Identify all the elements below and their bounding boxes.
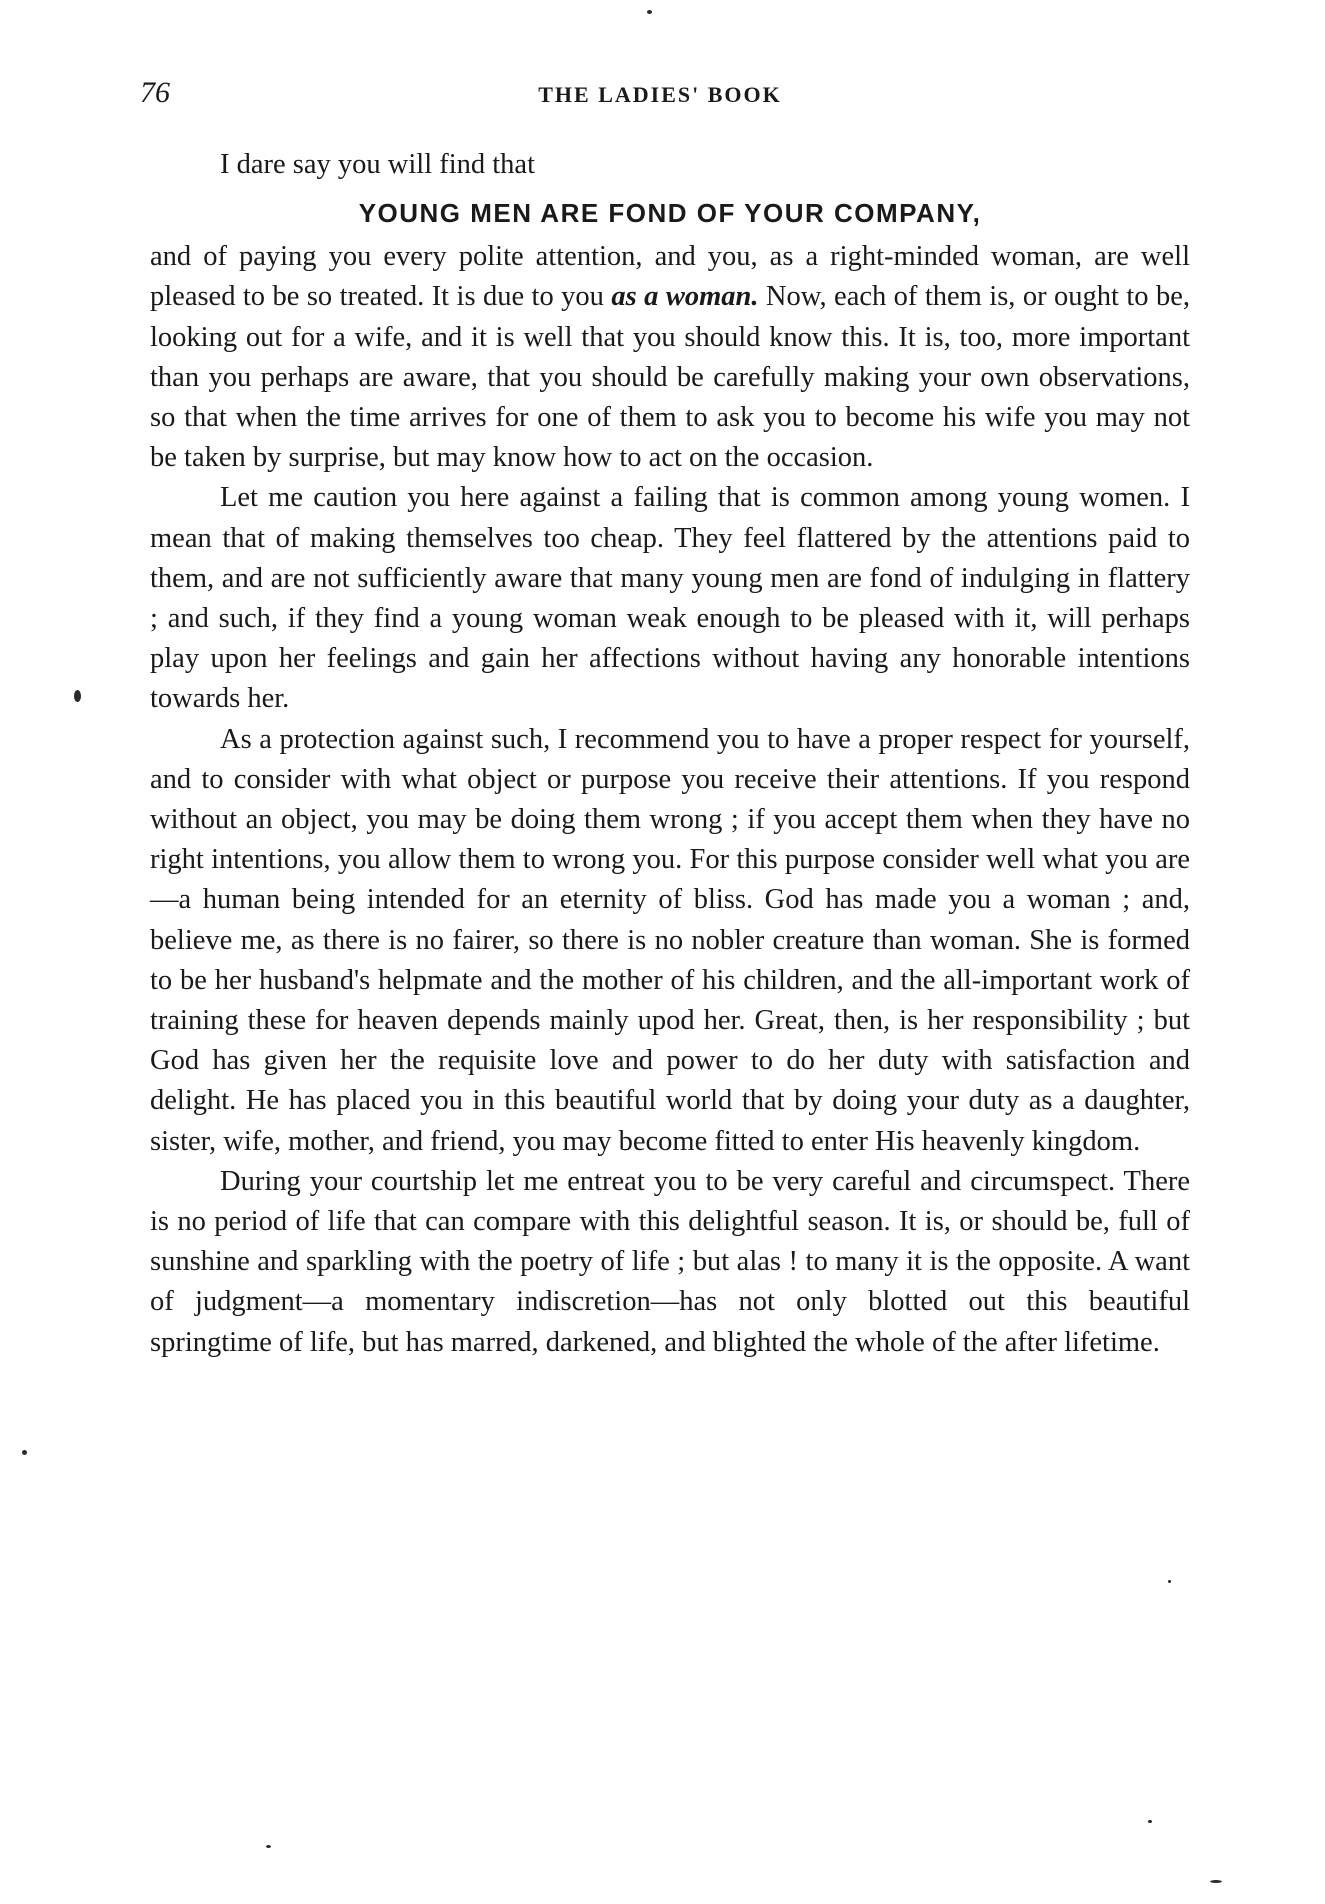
paragraph-3: As a protection against such, I recommend you to have a proper respect for yourself, and to consider with what object or purpose you receive their attentions. If you respond without an object, you may be doing them wrong ; if you accept them when they have no right intentions, you allow them to wrong you. For this purpose consider well what you are—a human being intended for an eternity of bliss. God has made you a woman ; and, believe me, as there is no fairer, so there is no nobler creature than woman. She is formed to be her husband's helpmate and the mother of his children, and the all-important work of training these for heaven depends mainly upod her. Great, then, is her responsibility ; but God has given her the requisite love and power to do her duty with satisfaction and delight. He has placed you in this beautiful world that by doing your duty as a daughter, sister, wife, mother, and friend, you may become fitted to enter His heavenly kingdom. (150, 723, 1190, 1157)
scan-speck (1148, 1820, 1152, 1823)
page-header (140, 76, 1180, 116)
scan-speck (22, 1450, 27, 1455)
paragraph-2: Let me caution you here against a failing that is common among young women. I mean that of making themselves too cheap. They feel flattered by the attentions paid to them, and are not sufficiently aware that many young men are fond of indulging in flattery ; and such, if they find a young woman weak enough to be pleased with it, will perhaps play upon her feelings and gain her affections without having any honorable intentions towards her. (150, 482, 1190, 715)
scan-speck (266, 1845, 271, 1848)
scan-speck (74, 690, 81, 702)
paragraph-1 (150, 237, 1190, 478)
running-head: THE LADIES' BOOK (538, 82, 782, 107)
scan-speck (1210, 1880, 1222, 1883)
paragraph-1-emphasis: as a woman. (611, 281, 759, 313)
paragraph-1-text-a: and of paying you every polite attention, and you, as a right-minded woman, are well pleased to be so treated. It is due to you (150, 241, 1190, 313)
scan-speck (1168, 1580, 1171, 1583)
paragraph-4: During your courtship let me entreat you to be very careful and circumspect. There is no period of life that can compare with this delightful season. It is, or should be, full of sunshine and sparkling with the poetry of life ; but alas ! to many it is the opposite. A want of judgment—a momentary indiscretion—has not only blotted out this beautiful springtime of life, but has marred, darkened, and blighted the whole of the after lifetime. (150, 1165, 1190, 1358)
paragraph-1-text-b: Now, each of them is, or ought to be, looking out for a wife, and it is well that you should know this. It is, too, more important than you perhaps are aware, that you should be carefully making your own observations, so that when the time arrives for one of them to ask you to become his wife you may not be taken by surprise, but may know how to act on the occasion. (150, 281, 1190, 474)
section-heading: YOUNG MEN ARE FOND OF YOUR COMPANY, (358, 198, 982, 229)
page-number: 76 (140, 76, 170, 109)
intro-line: I dare say you will find that (220, 149, 536, 180)
body-text (150, 145, 1190, 1363)
scan-speck (647, 10, 652, 14)
